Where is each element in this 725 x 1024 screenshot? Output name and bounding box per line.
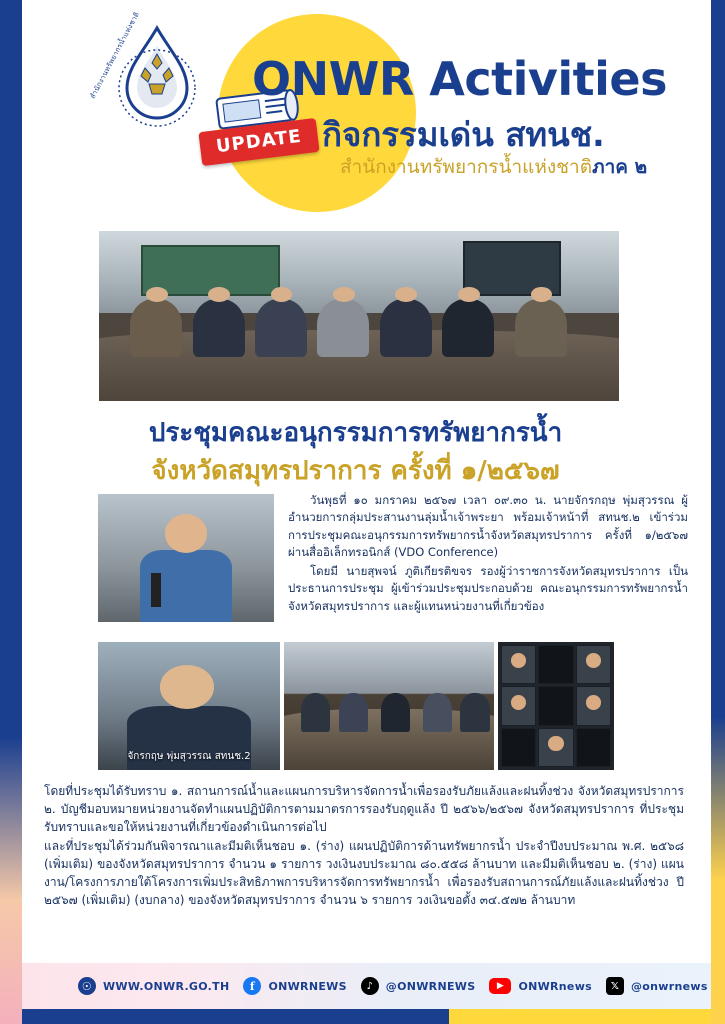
footer-x-label: @onwrnews xyxy=(631,979,708,993)
section-heading-line1: ประชุมคณะอนุกรรมการทรัพยากรน้ำ xyxy=(148,418,563,448)
body-paragraph-1: โดยที่ประชุมได้รับทราบ ๑. สถานการณ์น้ำและแผนการบริหารจัดการน้ำเพื่อรองรับภัยแล้งและฝนทิ้งช่วง จังหวัดสมุทรปราการ ๒. บัญชีมอบหมายหน่วยงานจัดทำแผนปฏิบัติการตามมาตรการรองรับฤดูแล้ง ปี ๒๕๖๖/๒๕๖๗ จังหวัดสมุทรปราการ ที่ประชุมรับทราบและขอให้หน่วยงานที่เกี่ยวข้องดำเนินการต่อไป xyxy=(44,784,684,834)
footer-tiktok-label: @ONWRNEWS xyxy=(385,979,476,993)
speaker-photo xyxy=(96,492,276,624)
x-twitter-icon: 𝕏 xyxy=(606,977,624,995)
logo-caption: สำนักงานทรัพยากรน้ำแห่งชาติ xyxy=(88,10,142,101)
hero-meeting-photo xyxy=(96,228,622,404)
section-heading-line2: จังหวัดสมุทรปราการ ครั้งที่ ๑/๒๕๖๗ xyxy=(151,456,560,486)
intro-paragraph-2: โดยมี นายสุพจน์ ภูติเกียรติขจร รองผู้ว่าราชการจังหวัดสมุทรปราการ เป็นประธานการประชุม ผู้เข้าร่วมประชุมประกอบด้วย คณะอนุกรรมการทรัพยากรน้ำจังหวัดสมุทรปราการ และผู้แทนหน่วยงานที่เกี่ยวข้อง xyxy=(288,564,688,613)
tiktok-icon: ♪ xyxy=(361,977,379,995)
footer-website[interactable] xyxy=(78,977,229,995)
footer-youtube-label: ONWRnews xyxy=(518,979,592,993)
photo-meeting-room xyxy=(282,640,496,772)
globe-icon: ☉ xyxy=(78,977,96,995)
page-title: ONWR Activities xyxy=(252,52,667,106)
footer-youtube[interactable] xyxy=(489,978,592,994)
photo-video-conference-grid xyxy=(496,640,616,772)
footer-website-label: WWW.ONWR.GO.TH xyxy=(103,979,230,993)
body-paragraph-2: และที่ประชุมได้ร่วมกันพิจารณาและมีมติเห็นชอบ ๑. (ร่าง) แผนปฏิบัติการด้านทรัพยากรน้ำ ประจำปีงบประมาณ พ.ศ. ๒๕๖๘ (เพิ่มเติม) ของจังหวัดสมุทรปราการ จำนวน ๑ รายการ วงเงินงบประมาณ ๘๐.๕๕๘ ล้านบาท และมีมติเห็นชอบ ๒. (ร่าง) แผนงาน/โครงการภายใต้โครงการเพิ่มประสิทธิภาพการบริหารจัดการทรัพยากรน้ำ เพื่อรองรับสถานการณ์ภัยแล้งและฝนทิ้งช่วง ปี ๒๕๖๗ (เพิ่มเติม) (งบกลาง) ของจังหวัดสมุทรปราการ จำนวน ๖ รายการ วงเงินขอตั้ง ๓๔.๕๗๒ ล้านบาท xyxy=(44,839,684,907)
facebook-icon: f xyxy=(243,977,261,995)
body-text-block xyxy=(44,782,684,910)
footer-color-strip xyxy=(22,1009,711,1024)
update-badge: UPDATE xyxy=(198,118,319,166)
page-subtitle: กิจกรรมเด่น สทนช. xyxy=(322,115,605,154)
footer-tiktok[interactable] xyxy=(361,977,476,995)
footer-facebook[interactable] xyxy=(243,977,346,995)
right-color-rail xyxy=(711,0,725,1024)
photo-strip xyxy=(96,640,612,768)
left-color-rail xyxy=(0,0,22,1024)
youtube-icon: ▶ xyxy=(489,978,511,994)
poster-header xyxy=(22,0,711,222)
photo-speaker-portrait xyxy=(96,640,282,772)
footer-bar xyxy=(22,963,711,1009)
footer-x[interactable] xyxy=(606,977,708,995)
organization-region: ภาค ๒ xyxy=(592,156,648,178)
organization-line xyxy=(340,152,647,182)
photo-nameplate: จักรกฤษ พุ่มสุวรรณ สทนช.2 xyxy=(127,751,251,762)
intro-text-block xyxy=(288,492,688,617)
intro-paragraph-1: วันพุธที่ ๑๐ มกราคม ๒๕๖๗ เวลา ๐๙.๓๐ น. นายจักรกฤษ พุ่มสุวรรณ ผู้อำนวยการกลุ่มประสานงานลุ่มน้ำเจ้าพระยา พร้อมเจ้าหน้าที่ สทนช.๒ เข้าร่วมการประชุมคณะอนุกรรมการทรัพยากรน้ำจังหวัดสมุทรปราการ ครั้งที่ ๑/๒๕๖๗ ผ่านสื่ออิเล็กทรอนิกส์ (VDO Conference) xyxy=(288,493,688,559)
footer-facebook-label: ONWRNEWS xyxy=(268,979,347,993)
organization-name: สำนักงานทรัพยากรน้ำแห่งชาติ xyxy=(340,156,593,178)
